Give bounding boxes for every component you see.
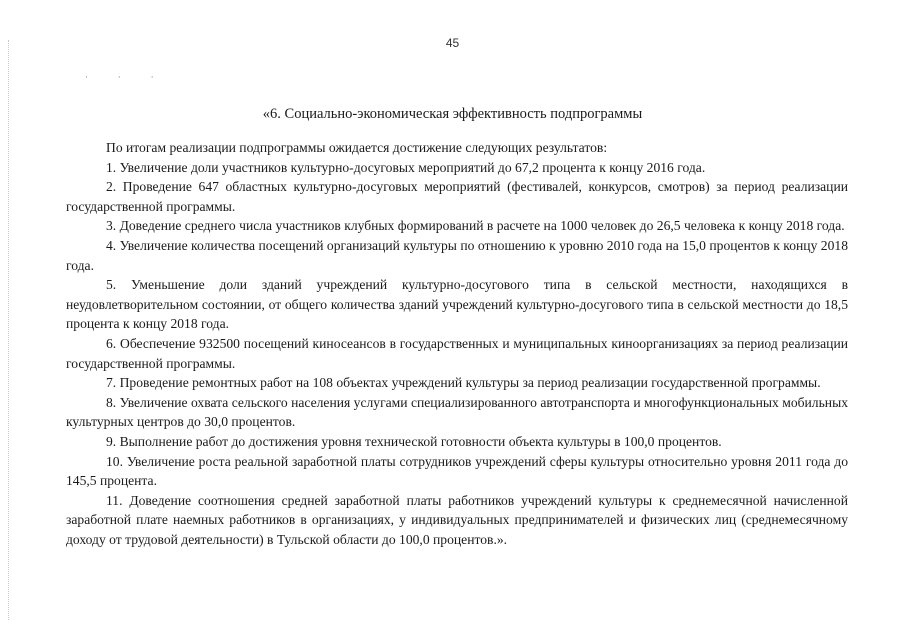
scan-edge-line bbox=[8, 40, 10, 620]
result-item-9: 9. Выполнение работ до достижения уровня технической готовности объекта культуры в 100,0 процентов. bbox=[106, 433, 722, 449]
result-item-8: 8. Увеличение охвата сельского населения услугами специализированного автотранспорта и многофункциональных мобильных культурных центров до 30,0 процентов. bbox=[66, 394, 848, 430]
result-item-11: 11. Доведение соотношения средней заработной платы работников учреждений культуры к среднемесячной начисленной заработной плате наемных работников в организациях, у индивидуальных предпринимателей и физических лиц (среднемесячному доходу от трудовой деятельности) в Тульской области до 100,0 процентов.». bbox=[66, 492, 848, 547]
result-item-3: 3. Доведение среднего числа участников клубных формирований в расчете на 1000 человек до 26,5 человека к концу 2018 года. bbox=[106, 218, 845, 234]
result-item-6: 6. Обеспечение 932500 посещений киносеансов в государственных и муниципальных киноорганизациях за период реализации государственной программы. bbox=[66, 335, 848, 371]
result-item-1: 1. Увеличение доли участников культурно-досуговых мероприятий до 67,2 процента к концу 2016 года. bbox=[106, 159, 706, 175]
result-item-5: 5. Уменьшение доли зданий учреждений культурно-досугового типа в сельской местности, находящихся в неудовлетворительном состоянии, от общего количества зданий учреждений культурно-досугового типа в сельской местности до 18,5 процента к концу 2018 года. bbox=[66, 277, 848, 332]
section-body bbox=[66, 138, 848, 549]
page-number: 45 bbox=[445, 36, 460, 50]
result-item-4: 4. Увеличение количества посещений организаций культуры по отношению к уровню 2010 года на 15,0 процентов к концу 2018 года. bbox=[66, 237, 848, 273]
result-item-10: 10. Увеличение роста реальной заработной платы сотрудников учреждений сферы культуры относительно уровня 2011 года до 145,5 процента. bbox=[66, 453, 848, 489]
result-item-7: 7. Проведение ремонтных работ на 108 объектах учреждений культуры за период реализации государственной программы. bbox=[106, 375, 821, 391]
section-title: «6. Социально-экономическая эффективность подпрограммы bbox=[262, 106, 643, 122]
scan-specks: · · · bbox=[85, 72, 168, 82]
intro-paragraph: По итогам реализации подпрограммы ожидается достижение следующих результатов: bbox=[106, 140, 608, 155]
result-item-2: 2. Проведение 647 областных культурно-досуговых мероприятий (фестивалей, конкурсов, смотров) за период реализации государственной программы. bbox=[66, 179, 848, 214]
